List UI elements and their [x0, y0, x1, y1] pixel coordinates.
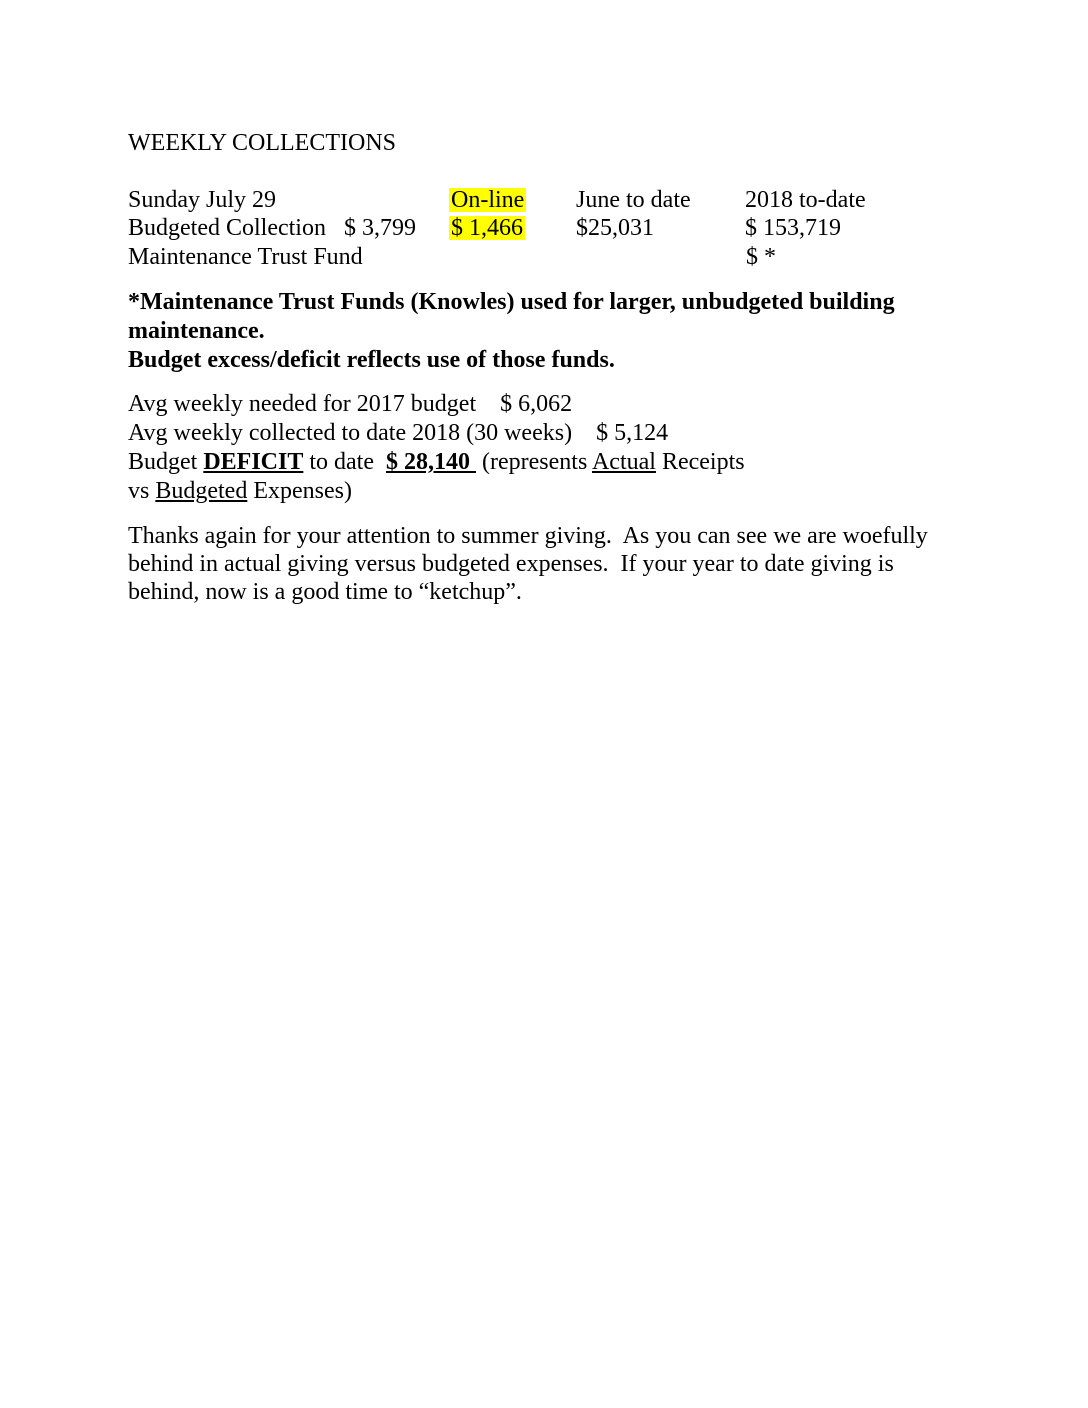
- vs-budgeted-line: [128, 479, 352, 503]
- closing-line-2: behind in actual giving versus budgeted expenses. If your year to date giving is: [128, 551, 894, 577]
- closing-line-1: Thanks again for your attention to summer giving. As you can see we are woefully: [128, 523, 928, 549]
- ytd-amount: $ 153,719: [745, 215, 841, 241]
- avg-weekly-needed: Avg weekly needed for 2017 budget $ 6,062: [128, 391, 573, 417]
- note-line-3: Budget excess/deficit reflects use of those funds.: [128, 347, 615, 373]
- online-header: On-line: [451, 187, 525, 213]
- ytd-header: 2018 to-date: [745, 187, 866, 213]
- actual-word: Actual: [591, 449, 656, 475]
- closing-line-3: behind, now is a good time to “ketchup”.: [128, 579, 522, 605]
- june-to-date-header: June to date: [576, 187, 691, 213]
- deficit-word: DEFICIT: [203, 449, 304, 475]
- avg-weekly-collected: Avg weekly collected to date 2018 (30 weeks) $ 5,124: [128, 420, 669, 446]
- online-amount: $ 1,466: [451, 215, 523, 241]
- june-to-date-amount: $25,031: [576, 215, 654, 241]
- budgeted-collection-label: Budgeted Collection $ 3,799: [128, 215, 416, 241]
- note-line-2: maintenance.: [128, 318, 265, 344]
- maintenance-trust-amount: $ *: [746, 244, 776, 270]
- page-title: WEEKLY COLLECTIONS: [128, 130, 396, 156]
- note-line-1: *Maintenance Trust Funds (Knowles) used for larger, unbudgeted building: [128, 289, 895, 315]
- deficit-amount: $ 28,140: [386, 449, 476, 475]
- vs-prefix: vs: [128, 478, 156, 504]
- budget-deficit-line: [128, 450, 745, 474]
- maintenance-trust-label: Maintenance Trust Fund: [128, 244, 363, 270]
- receipts-word: Receipts: [655, 449, 745, 475]
- expenses-word: Expenses): [247, 478, 352, 504]
- row-sunday-label: Sunday July 29: [128, 187, 277, 213]
- deficit-mid: to date: [303, 449, 386, 475]
- deficit-represents: (represents: [476, 449, 592, 475]
- budgeted-word: Budgeted: [155, 478, 248, 504]
- deficit-prefix: Budget: [128, 449, 204, 475]
